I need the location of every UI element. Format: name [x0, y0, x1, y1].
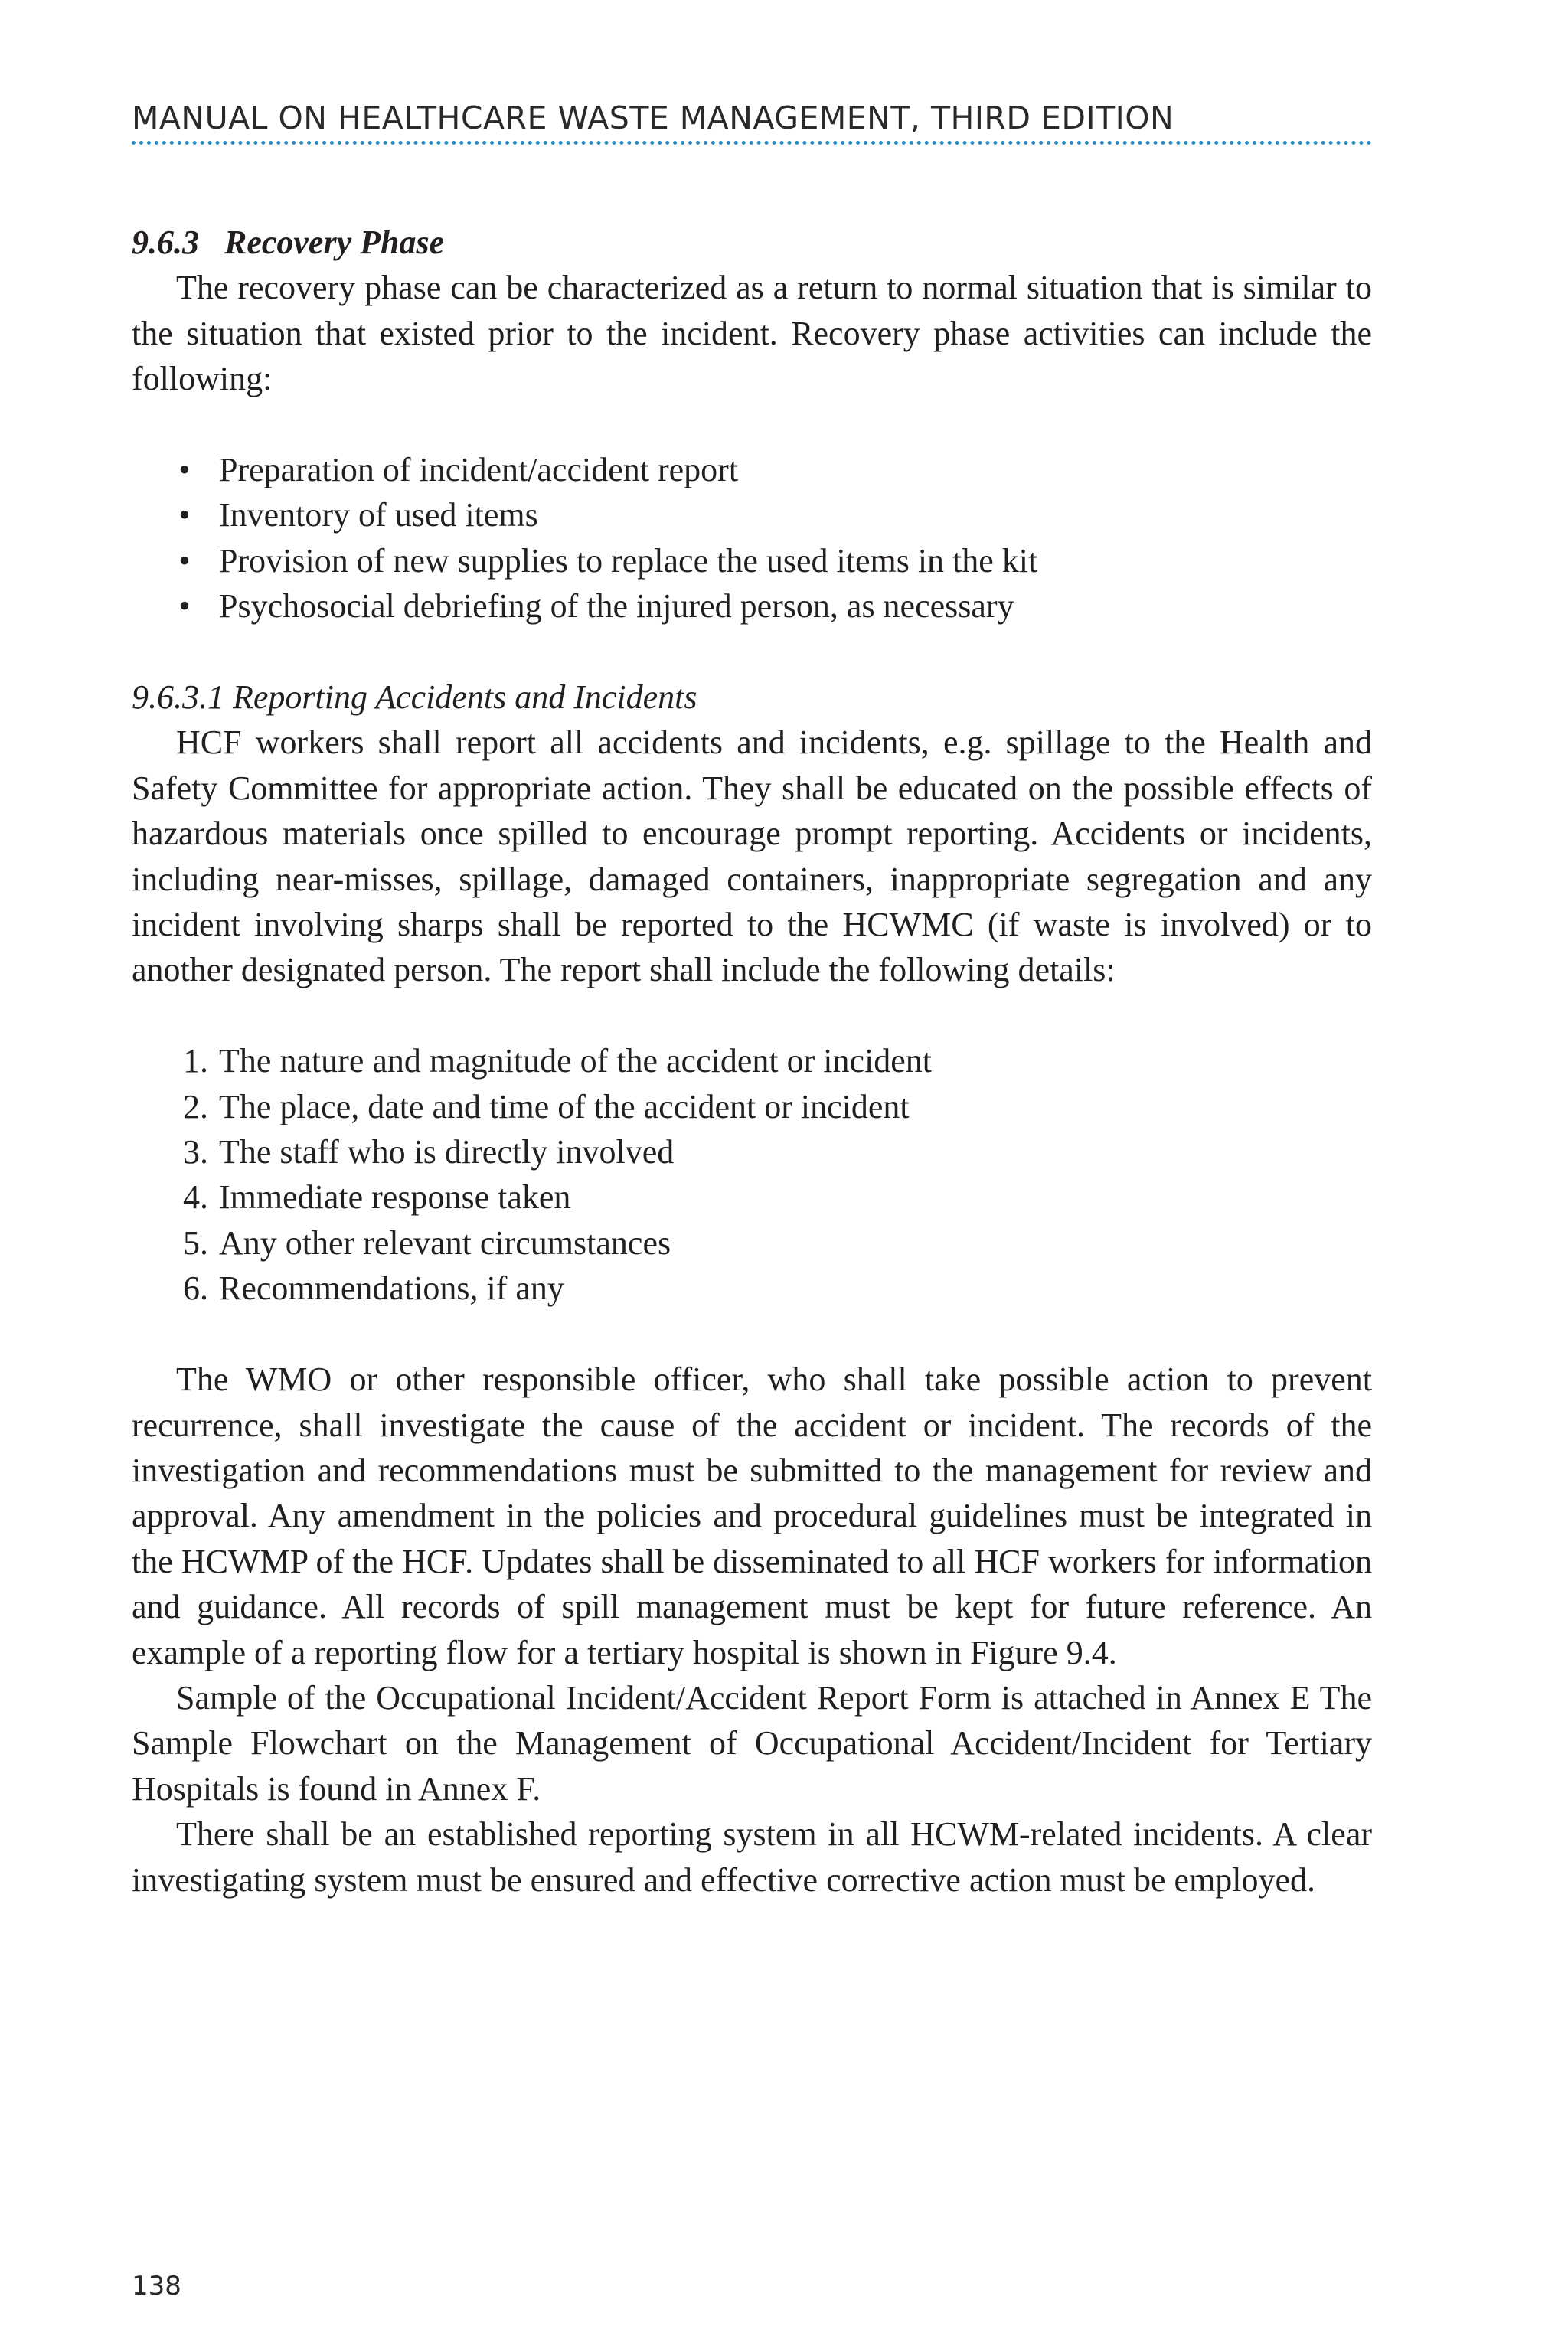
sample-form-paragraph: Sample of the Occupational Incident/Accident Report Form is attached in Annex E The Sample Flowchart on the Management of Occupational Accident/Incident for Tertiary Hospitals is found in Annex F. [132, 1678, 1372, 1808]
bullet-icon: • [178, 541, 191, 580]
reporting-intro-paragraph: HCF workers shall report all accidents and incidents, e.g. spillage to the Health and Safety Committee for appropriate action. They shall be educated on the possible effects of hazardous materials once spilled to encourage prompt reporting. Accidents or incidents, including near-misses, spillage, damaged containers, inappropriate segregation and any incident involving sharps shall be reported to the HCWMC (if waste is involved) or to another designated person. The report shall include the following details: [132, 724, 1372, 989]
list-item [132, 1038, 1372, 1083]
list-item-text: Provision of new supplies to replace the used items in the kit [219, 541, 1038, 580]
section-heading-9-6-3: 9.6.3 Recovery Phase [132, 224, 445, 261]
spacer [132, 993, 1372, 1038]
list-item [132, 1220, 1372, 1266]
running-header: MANUAL ON HEALTHCARE WASTE MANAGEMENT, THIRD EDITION [132, 100, 1174, 136]
list-item-text: Psychosocial debriefing of the injured person, as necessary [219, 587, 1014, 626]
bullet-icon: • [178, 496, 191, 534]
reporting-system-paragraph: There shall be an established reporting system in all HCWM-related incidents. A clear investigating system must be ensured and effective corrective action must be employed. [132, 1815, 1372, 1899]
report-details-list [132, 1038, 1372, 1311]
list-item [132, 1129, 1372, 1174]
spacer [132, 629, 1372, 675]
list-item-text: The nature and magnitude of the accident or incident [219, 1042, 932, 1080]
list-number: 3. [183, 1133, 208, 1171]
spacer [132, 1312, 1372, 1357]
investigation-paragraph: The WMO or other responsible officer, who shall take possible action to prevent recurrence, shall investigate the cause of the accident or incident. The records of the investigation and recommendations must be submitted to the management for review and approval. Any amendment in the policies and procedural guidelines must be integrated in the HCWMP of the HCF. Updates shall be disseminated to all HCF workers for information and guidance. All records of spill management must be kept for future reference. An example of a reporting flow for a tertiary hospital is shown in Figure 9.4. [132, 1361, 1372, 1671]
list-item-text: Immediate response taken [219, 1178, 571, 1217]
list-item [132, 492, 1372, 537]
list-number: 2. [183, 1087, 208, 1125]
bullet-icon: • [178, 587, 191, 626]
list-item [132, 538, 1372, 583]
list-item [132, 1174, 1372, 1220]
list-number: 6. [183, 1269, 208, 1308]
list-item-text: Any other relevant circumstances [219, 1223, 671, 1262]
page-number: 138 [132, 2271, 181, 2301]
list-item-text: The staff who is directly involved [219, 1133, 675, 1171]
list-item-text: The place, date and time of the accident or incident [219, 1087, 910, 1125]
bullet-icon: • [178, 451, 191, 489]
list-item [132, 447, 1372, 492]
list-item [132, 1084, 1372, 1129]
page-content [132, 220, 1372, 1903]
list-number: 5. [183, 1223, 208, 1262]
list-number: 1. [183, 1042, 208, 1080]
list-item-text: Inventory of used items [219, 496, 538, 534]
list-number: 4. [183, 1178, 208, 1217]
section-heading-9-6-3-1: 9.6.3.1 Reporting Accidents and Incidents [132, 678, 697, 717]
list-item [132, 1266, 1372, 1311]
recovery-intro-paragraph: The recovery phase can be characterized as a return to normal situation that is similar to the situation that existed prior to the incident. Recovery phase activities can include the following: [132, 269, 1372, 398]
list-item-text: Preparation of incident/accident report [219, 451, 739, 489]
list-item-text: Recommendations, if any [219, 1269, 564, 1308]
spacer [132, 402, 1372, 447]
list-item [132, 583, 1372, 629]
recovery-activities-list [132, 447, 1372, 629]
header-dotted-rule [132, 141, 1372, 145]
